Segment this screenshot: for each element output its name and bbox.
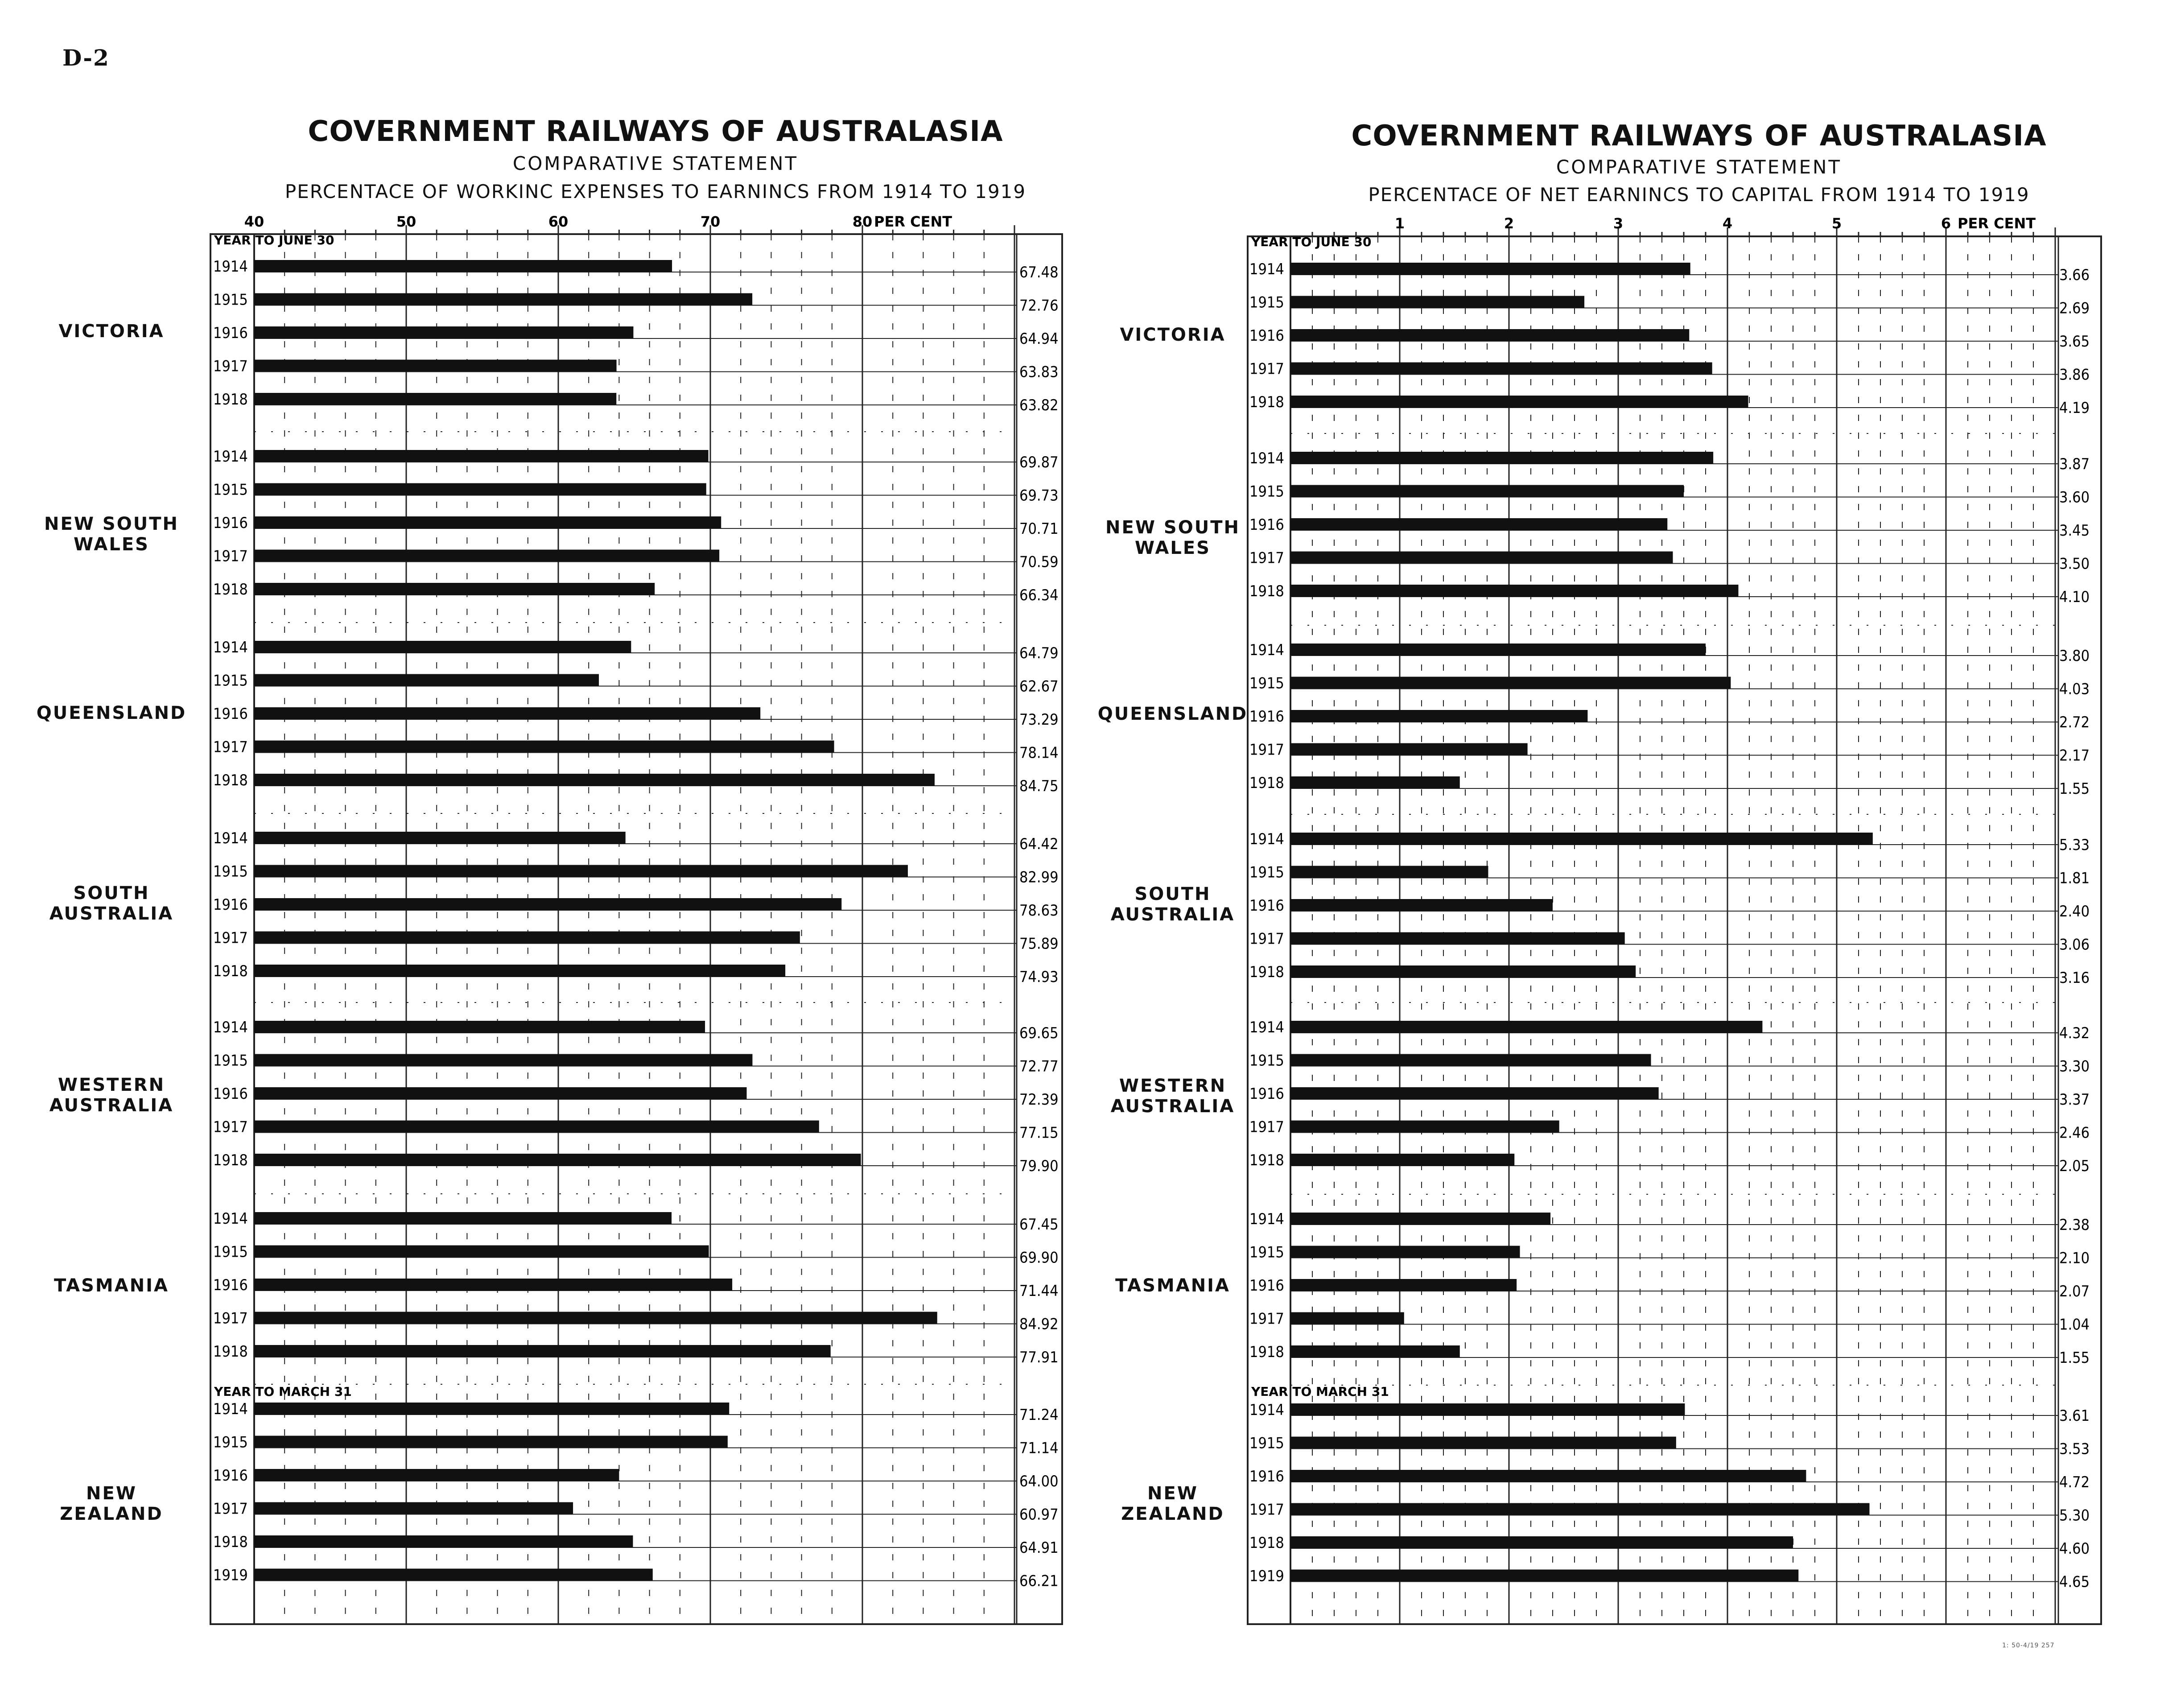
left-bar-new-zealand-1918	[254, 1535, 633, 1547]
left-year-label: 1914	[213, 1400, 248, 1418]
left-year-label: 1918	[213, 1343, 248, 1361]
left-region-victoria: VICTORIA	[58, 321, 165, 342]
right-year-label: 1916	[1249, 1085, 1284, 1103]
left-bar-new-zealand-1915	[254, 1436, 728, 1448]
left-year-label: 1915	[213, 1052, 248, 1070]
left-value-label: 78.63	[1019, 902, 1059, 920]
left-year-label: 1915	[213, 291, 248, 309]
right-value-label: 3.45	[2059, 522, 2090, 540]
left-value-label: 64.42	[1019, 835, 1059, 853]
left-axis-tick-label: 50	[396, 213, 416, 230]
right-bar-queensland-1917	[1290, 743, 1528, 755]
right-value-label: 1.55	[2059, 780, 2090, 798]
right-bar-western-australia-1916	[1290, 1087, 1659, 1099]
right-axis-tick-label: 4	[1722, 215, 1733, 232]
left-value-label: 82.99	[1019, 868, 1059, 887]
left-bar-south-australia-1916	[254, 898, 841, 910]
left-year-label: 1918	[213, 1533, 248, 1551]
left-year-label: 1914	[213, 1019, 248, 1036]
left-value-label: 60.97	[1019, 1506, 1059, 1524]
right-value-label: 3.66	[2059, 266, 2090, 284]
right-year-label: 1918	[1249, 963, 1284, 981]
right-year-label: 1916	[1249, 516, 1284, 534]
right-value-label: 4.60	[2059, 1540, 2090, 1558]
left-value-label: 67.48	[1019, 264, 1059, 281]
right-bar-western-australia-1914	[1290, 1021, 1762, 1033]
right-value-label: 3.65	[2059, 333, 2090, 351]
left-value-label: 71.14	[1019, 1439, 1059, 1457]
left-bar-tasmania-1916	[254, 1279, 732, 1291]
left-bar-queensland-1918	[254, 774, 935, 786]
right-bar-victoria-1917	[1290, 363, 1712, 375]
right-bar-new-zealand-1914	[1290, 1403, 1685, 1415]
left-year-label: 1917	[213, 547, 248, 565]
right-value-label: 3.86	[2059, 366, 2090, 384]
right-region-queensland: QUEENSLAND	[1097, 704, 1248, 724]
left-year-label: 1917	[213, 738, 248, 756]
left-value-label: 69.73	[1019, 487, 1059, 505]
right-year-label: 1917	[1249, 930, 1284, 948]
left-year-label: 1918	[213, 1151, 248, 1169]
left-bar-queensland-1916	[254, 707, 760, 719]
right-value-label: 3.30	[2059, 1057, 2090, 1076]
left-year-label: 1915	[213, 1243, 248, 1261]
left-bar-victoria-1915	[254, 293, 752, 305]
right-year-label: 1915	[1249, 1052, 1284, 1070]
left-year-label: 1914	[213, 639, 248, 656]
left-value-label: 84.75	[1019, 777, 1059, 795]
left-bar-victoria-1916	[254, 326, 633, 338]
left-value-label: 66.34	[1019, 586, 1059, 604]
left-bar-tasmania-1915	[254, 1246, 709, 1258]
left-year-label: 1916	[213, 324, 248, 342]
left-value-label: 72.76	[1019, 297, 1059, 315]
right-bar-new-zealand-1917	[1290, 1503, 1870, 1515]
right-year-label: 1919	[1249, 1567, 1284, 1585]
right-year-label: 1918	[1249, 393, 1284, 411]
right-bar-tasmania-1915	[1290, 1246, 1520, 1258]
left-value-label: 71.44	[1019, 1282, 1059, 1300]
left-bar-south-australia-1917	[254, 932, 800, 944]
right-bar-new-south-wales-1918	[1290, 585, 1739, 597]
left-value-label: 69.65	[1019, 1024, 1059, 1042]
right-chart-frame	[1248, 236, 2101, 1624]
left-axis-tick-label: 60	[548, 213, 569, 230]
left-bar-victoria-1917	[254, 360, 617, 372]
left-value-label: 64.91	[1019, 1539, 1059, 1557]
left-value-label: 63.83	[1019, 363, 1059, 381]
left-region-new-zealand: NEW ZEALAND	[60, 1483, 163, 1524]
right-bar-queensland-1918	[1290, 776, 1460, 788]
right-axis-tick-label: 5	[1831, 215, 1842, 232]
fine-print: 1: 50-4/19 257	[2002, 1642, 2055, 1649]
right-value-label: 3.61	[2059, 1407, 2090, 1425]
left-bar-south-australia-1914	[254, 832, 626, 844]
left-year-label: 1917	[213, 1500, 248, 1518]
right-year-label: 1915	[1249, 1243, 1284, 1262]
right-region-south-australia: SOUTH AUSTRALIA	[1110, 884, 1235, 925]
right-bar-western-australia-1918	[1290, 1154, 1514, 1166]
right-year-label: 1914	[1249, 830, 1284, 848]
right-bar-victoria-1915	[1290, 296, 1584, 308]
left-note-year-to-march: YEAR TO MARCH 31	[214, 1384, 352, 1399]
left-chart-frame	[210, 234, 1062, 1624]
left-value-label: 67.45	[1019, 1216, 1059, 1234]
left-bar-south-australia-1915	[254, 865, 908, 877]
right-year-label: 1918	[1249, 1343, 1284, 1361]
right-year-label: 1917	[1249, 549, 1284, 567]
right-value-label: 3.50	[2059, 555, 2090, 573]
left-year-label: 1919	[213, 1566, 248, 1584]
left-value-label: 73.29	[1019, 711, 1059, 729]
right-note-year-to-march: YEAR TO MARCH 31	[1251, 1384, 1389, 1399]
right-axis-tick-label: 3	[1613, 215, 1624, 232]
left-value-label: 63.82	[1019, 396, 1059, 414]
left-chart-caption: PERCENTACE OF WORKINC EXPENSES TO EARNINCS FROM 1914 TO 1919	[284, 181, 1026, 202]
left-bar-queensland-1915	[254, 674, 599, 686]
page-label: D-2	[62, 45, 110, 71]
right-bar-south-australia-1917	[1290, 932, 1625, 945]
right-bar-tasmania-1916	[1290, 1279, 1517, 1291]
right-value-label: 3.06	[2059, 936, 2090, 954]
left-year-label: 1916	[213, 1276, 248, 1294]
left-value-label: 75.89	[1019, 935, 1059, 953]
left-year-label: 1916	[213, 705, 248, 723]
right-region-nsw: NEW SOUTH WALES	[1105, 517, 1240, 558]
right-bar-south-australia-1914	[1290, 833, 1873, 845]
left-year-label: 1918	[213, 962, 248, 980]
left-bar-new-south-wales-1914	[254, 450, 709, 462]
right-bar-south-australia-1915	[1290, 866, 1488, 878]
left-region-south-australia: SOUTH AUSTRALIA	[49, 883, 174, 924]
left-value-label: 79.90	[1019, 1157, 1059, 1175]
right-year-label: 1918	[1249, 1534, 1284, 1552]
left-bar-victoria-1914	[254, 260, 672, 272]
right-region-tasmania: TASMANIA	[1115, 1275, 1231, 1296]
left-region-tasmania: TASMANIA	[54, 1275, 169, 1296]
right-region-victoria: VICTORIA	[1120, 325, 1226, 345]
left-year-label: 1914	[213, 258, 248, 276]
right-value-label: 2.72	[2059, 714, 2090, 731]
right-bar-queensland-1914	[1290, 644, 1706, 656]
left-bar-western-australia-1914	[254, 1021, 705, 1033]
right-year-label: 1914	[1249, 260, 1284, 278]
right-value-label: 5.33	[2059, 836, 2090, 854]
right-bar-new-zealand-1916	[1290, 1470, 1806, 1482]
right-year-label: 1916	[1249, 708, 1284, 726]
right-year-label: 1914	[1249, 450, 1284, 467]
left-year-label: 1918	[213, 391, 248, 408]
right-year-label: 1916	[1249, 1468, 1284, 1485]
right-bar-new-south-wales-1916	[1290, 518, 1667, 530]
right-year-label: 1917	[1249, 1501, 1284, 1519]
left-year-label: 1918	[213, 771, 248, 789]
left-region-nsw: NEW SOUTH WALES	[44, 514, 179, 555]
left-bar-western-australia-1916	[254, 1087, 746, 1099]
left-bar-south-australia-1918	[254, 965, 785, 977]
right-year-label: 1915	[1249, 863, 1284, 882]
left-year-label: 1916	[213, 1467, 248, 1485]
right-axis-tick-label: 2	[1504, 215, 1514, 232]
right-value-label: 5.30	[2059, 1506, 2090, 1525]
right-value-label: 2.17	[2059, 747, 2090, 765]
right-bar-victoria-1914	[1290, 263, 1690, 275]
right-year-label: 1918	[1249, 1151, 1284, 1169]
right-axis-tick-label: 1	[1394, 215, 1405, 232]
right-year-label: 1915	[1249, 293, 1284, 312]
right-bar-victoria-1916	[1290, 329, 1689, 341]
right-bar-new-south-wales-1914	[1290, 452, 1713, 464]
right-value-label: 4.32	[2059, 1024, 2090, 1042]
right-year-label: 1916	[1249, 1277, 1284, 1295]
left-value-label: 66.21	[1019, 1572, 1059, 1590]
left-year-label: 1914	[213, 1210, 248, 1228]
right-value-label: 2.10	[2059, 1249, 2090, 1267]
right-year-label: 1918	[1249, 774, 1284, 792]
left-bar-new-zealand-1919	[254, 1569, 653, 1581]
left-value-label: 62.67	[1019, 677, 1059, 696]
left-year-label: 1917	[213, 929, 248, 947]
right-value-label: 3.60	[2059, 488, 2090, 507]
right-region-western-australia: WESTERN AUSTRALIA	[1110, 1076, 1235, 1117]
left-value-label: 72.77	[1019, 1057, 1059, 1076]
left-chart-title: COVERNMENT RAILWAYS OF AUSTRALASIA	[308, 115, 1003, 148]
right-value-label: 1.55	[2059, 1349, 2090, 1367]
right-year-label: 1916	[1249, 327, 1284, 345]
left-value-label: 72.39	[1019, 1091, 1059, 1109]
left-bar-tasmania-1914	[254, 1212, 672, 1224]
right-bar-new-south-wales-1917	[1290, 552, 1673, 564]
right-value-label: 2.05	[2059, 1157, 2090, 1175]
left-year-label: 1916	[213, 896, 248, 914]
right-year-label: 1914	[1249, 1019, 1284, 1036]
right-year-label: 1914	[1249, 641, 1284, 659]
right-year-label: 1915	[1249, 674, 1284, 693]
right-bar-tasmania-1917	[1290, 1312, 1404, 1324]
left-value-label: 64.79	[1019, 644, 1059, 662]
left-value-label: 74.93	[1019, 968, 1059, 986]
right-value-label: 3.53	[2059, 1440, 2090, 1458]
left-value-label: 64.94	[1019, 330, 1059, 348]
right-year-label: 1917	[1249, 360, 1284, 378]
left-bar-western-australia-1917	[254, 1121, 819, 1133]
right-year-label: 1918	[1249, 582, 1284, 600]
right-value-label: 2.46	[2059, 1124, 2090, 1142]
right-axis-unit-label: PER CENT	[1958, 215, 2036, 232]
right-bar-queensland-1915	[1290, 677, 1731, 689]
left-year-label: 1918	[213, 581, 248, 598]
left-year-label: 1916	[213, 514, 248, 532]
left-value-label: 77.91	[1019, 1349, 1059, 1366]
left-region-queensland: QUEENSLAND	[36, 703, 187, 723]
left-axis-tick-label: 70	[700, 213, 721, 230]
left-value-label: 84.92	[1019, 1315, 1059, 1333]
right-bar-south-australia-1916	[1290, 899, 1553, 911]
left-value-label: 70.59	[1019, 553, 1059, 571]
left-year-label: 1917	[213, 1309, 248, 1328]
left-value-label: 77.15	[1019, 1124, 1059, 1142]
left-value-label: 69.87	[1019, 454, 1059, 471]
right-value-label: 2.69	[2059, 299, 2090, 318]
right-bar-new-zealand-1919	[1290, 1570, 1798, 1582]
left-bar-new-south-wales-1917	[254, 550, 719, 562]
right-chart-caption: PERCENTACE OF NET EARNINCS TO CAPITAL FROM 1914 TO 1919	[1368, 184, 2030, 206]
left-bar-queensland-1914	[254, 641, 631, 653]
left-bar-new-zealand-1914	[254, 1403, 729, 1415]
right-axis-tick-label: 6	[1941, 215, 1951, 232]
right-value-label: 3.37	[2059, 1091, 2090, 1109]
right-value-label: 3.80	[2059, 647, 2090, 665]
right-value-label: 4.19	[2059, 399, 2090, 417]
right-value-label: 4.10	[2059, 588, 2090, 606]
right-value-label: 4.72	[2059, 1473, 2090, 1491]
left-year-label: 1917	[213, 1118, 248, 1136]
right-value-label: 1.04	[2059, 1316, 2090, 1334]
right-value-label: 2.40	[2059, 903, 2090, 920]
left-year-label: 1915	[213, 862, 248, 881]
left-value-label: 69.90	[1019, 1249, 1059, 1267]
right-bar-western-australia-1917	[1290, 1121, 1559, 1133]
left-bar-western-australia-1918	[254, 1154, 861, 1166]
left-bar-western-australia-1915	[254, 1054, 752, 1066]
right-bar-tasmania-1914	[1290, 1213, 1550, 1225]
left-value-label: 78.14	[1019, 744, 1059, 762]
right-bar-western-australia-1915	[1290, 1054, 1651, 1066]
right-year-label: 1917	[1249, 1118, 1284, 1136]
right-bar-tasmania-1918	[1290, 1345, 1460, 1357]
right-bar-new-zealand-1918	[1290, 1536, 1793, 1548]
left-axis-tick-label: 40	[244, 213, 264, 230]
right-bar-new-south-wales-1915	[1290, 485, 1684, 497]
left-bar-new-south-wales-1918	[254, 583, 655, 595]
left-value-label: 64.00	[1019, 1473, 1059, 1490]
right-year-label: 1914	[1249, 1401, 1284, 1419]
left-year-label: 1915	[213, 1433, 248, 1452]
left-year-label: 1914	[213, 829, 248, 847]
right-value-label: 3.87	[2059, 455, 2090, 473]
left-value-label: 71.24	[1019, 1406, 1059, 1424]
left-note-year-to-june: YEAR TO JUNE 30	[214, 233, 334, 248]
right-region-new-zealand: NEW ZEALAND	[1121, 1483, 1224, 1524]
left-axis-unit-label: PER CENT	[874, 213, 952, 230]
right-value-label: 3.16	[2059, 969, 2090, 987]
left-year-label: 1915	[213, 481, 248, 499]
right-year-label: 1915	[1249, 483, 1284, 501]
left-year-label: 1916	[213, 1085, 248, 1103]
left-bar-new-south-wales-1916	[254, 516, 721, 528]
left-bar-new-zealand-1916	[254, 1469, 619, 1481]
left-region-western-australia: WESTERN AUSTRALIA	[49, 1075, 174, 1116]
right-value-label: 4.65	[2059, 1573, 2090, 1591]
left-bar-queensland-1917	[254, 741, 834, 753]
left-year-label: 1915	[213, 672, 248, 690]
left-bar-tasmania-1917	[254, 1312, 937, 1324]
right-bar-victoria-1918	[1290, 396, 1748, 408]
right-value-label: 2.07	[2059, 1283, 2090, 1300]
left-year-label: 1914	[213, 448, 248, 466]
right-value-label: 1.81	[2059, 869, 2090, 887]
right-year-label: 1916	[1249, 897, 1284, 915]
right-value-label: 4.03	[2059, 680, 2090, 698]
right-note-year-to-june: YEAR TO JUNE 30	[1251, 235, 1372, 249]
right-bar-new-zealand-1915	[1290, 1437, 1676, 1449]
left-bar-victoria-1918	[254, 393, 616, 405]
right-year-label: 1915	[1249, 1434, 1284, 1452]
left-value-label: 70.71	[1019, 520, 1059, 538]
left-bar-tasmania-1918	[254, 1345, 831, 1357]
left-bar-new-zealand-1917	[254, 1502, 573, 1514]
right-bar-south-australia-1918	[1290, 965, 1636, 978]
left-bar-new-south-wales-1915	[254, 483, 706, 495]
left-axis-tick-label: 80	[852, 213, 873, 230]
right-chart-title: COVERNMENT RAILWAYS OF AUSTRALASIA	[1351, 120, 2047, 153]
right-year-label: 1914	[1249, 1210, 1284, 1228]
right-value-label: 2.38	[2059, 1216, 2090, 1234]
right-bar-queensland-1916	[1290, 710, 1587, 722]
right-chart-subtitle: COMPARATIVE STATEMENT	[1556, 156, 1842, 178]
left-year-label: 1917	[213, 357, 248, 375]
right-year-label: 1917	[1249, 1310, 1284, 1328]
right-year-label: 1917	[1249, 741, 1284, 759]
left-chart-subtitle: COMPARATIVE STATEMENT	[512, 153, 799, 174]
